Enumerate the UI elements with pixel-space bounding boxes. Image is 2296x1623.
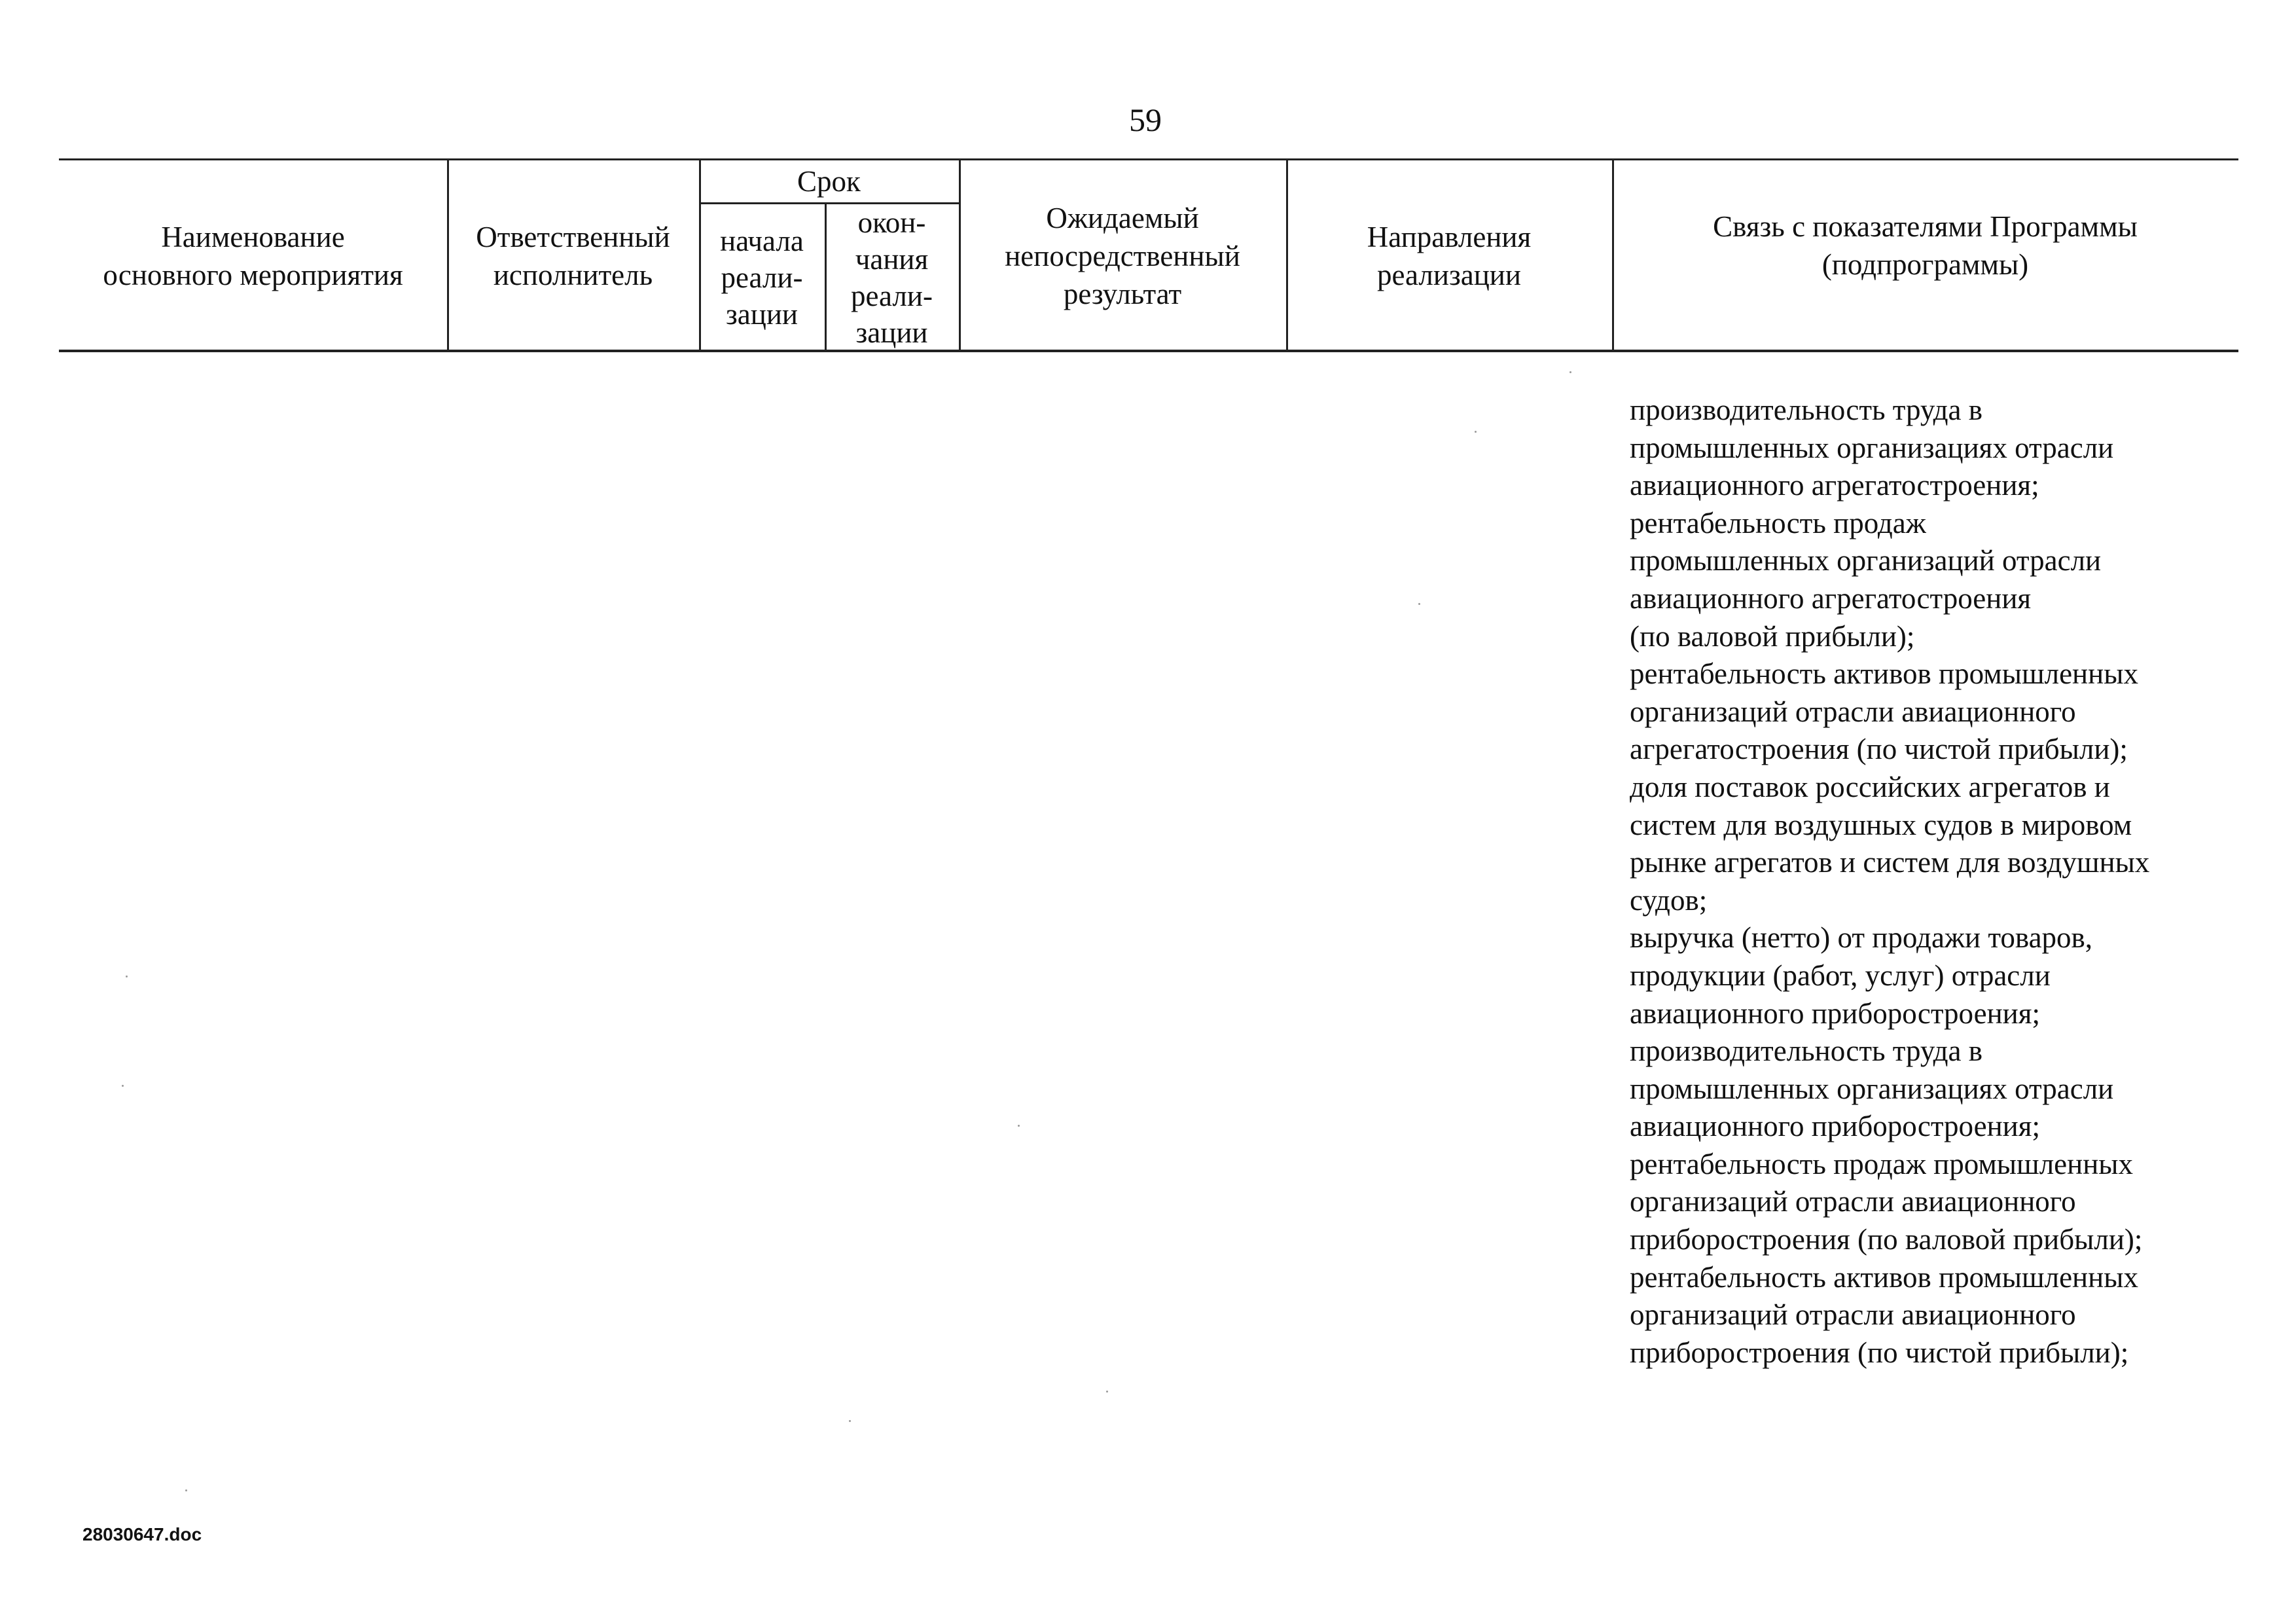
document-code: 28030647.doc [82, 1524, 202, 1544]
scan-speck [122, 1085, 124, 1087]
header-name-label: Наименование основного мероприятия [103, 221, 403, 291]
header-result-label: Ожидаемый непосредственный результат [1005, 202, 1240, 310]
scan-speck [126, 976, 128, 977]
scan-speck [1018, 1125, 1020, 1127]
header-term-label: Срок [797, 165, 861, 198]
header-directions-cell [1286, 160, 1612, 352]
scan-speck [849, 1420, 851, 1422]
table-header [59, 158, 2238, 352]
scan-speck [185, 1489, 187, 1491]
header-link-label: Связь с показателями Программы (подпрограммы) [1713, 210, 2138, 281]
header-executor-cell [447, 160, 699, 352]
header-executor-label: Ответственный исполнитель [476, 221, 670, 291]
header-result-cell [959, 160, 1286, 352]
header-directions-label: Направления реализации [1367, 221, 1532, 291]
header-link-cell [1612, 160, 2238, 331]
header-start-label: начала реали- зации [720, 225, 804, 331]
header-end-label: окон- чания реали- зации [851, 206, 933, 349]
indicators-list: производительность труда в промышленных организациях отрасли авиационного агрегатостроения; рентабельность продаж промышленных организаций отрасли авиационного агрегатостроения (по валовой прибыли); рентабельность активов промышленных организаций отрасли авиационного агрегатостроения (по чистой прибыли); доля поставок российских агрегатов и систем для воздушных судов в мировом рынке агрегатов и систем для воздушных судов; выручка (нетто) от продажи товаров, продукции (работ, услуг) отрасли авиационного приборостроения; производительность труда в промышленных организациях отрасли авиационного приборостроения; рентабельность продаж промышленных организаций отрасли авиационного приборостроения (по валовой прибыли); рентабельность активов промышленных организаций отрасли авиационного приборостроения (по чистой прибыли); [1630, 393, 2150, 1369]
scan-speck [1475, 431, 1477, 433]
header-name-cell [59, 160, 447, 352]
page-number: 59 [1129, 101, 1162, 138]
header-end-cell [825, 204, 959, 352]
scan-speck [1418, 603, 1420, 605]
scan-speck [1570, 371, 1571, 373]
header-start-cell [699, 204, 825, 352]
scan-speck [1106, 1391, 1108, 1393]
header-term-cell [699, 160, 959, 202]
